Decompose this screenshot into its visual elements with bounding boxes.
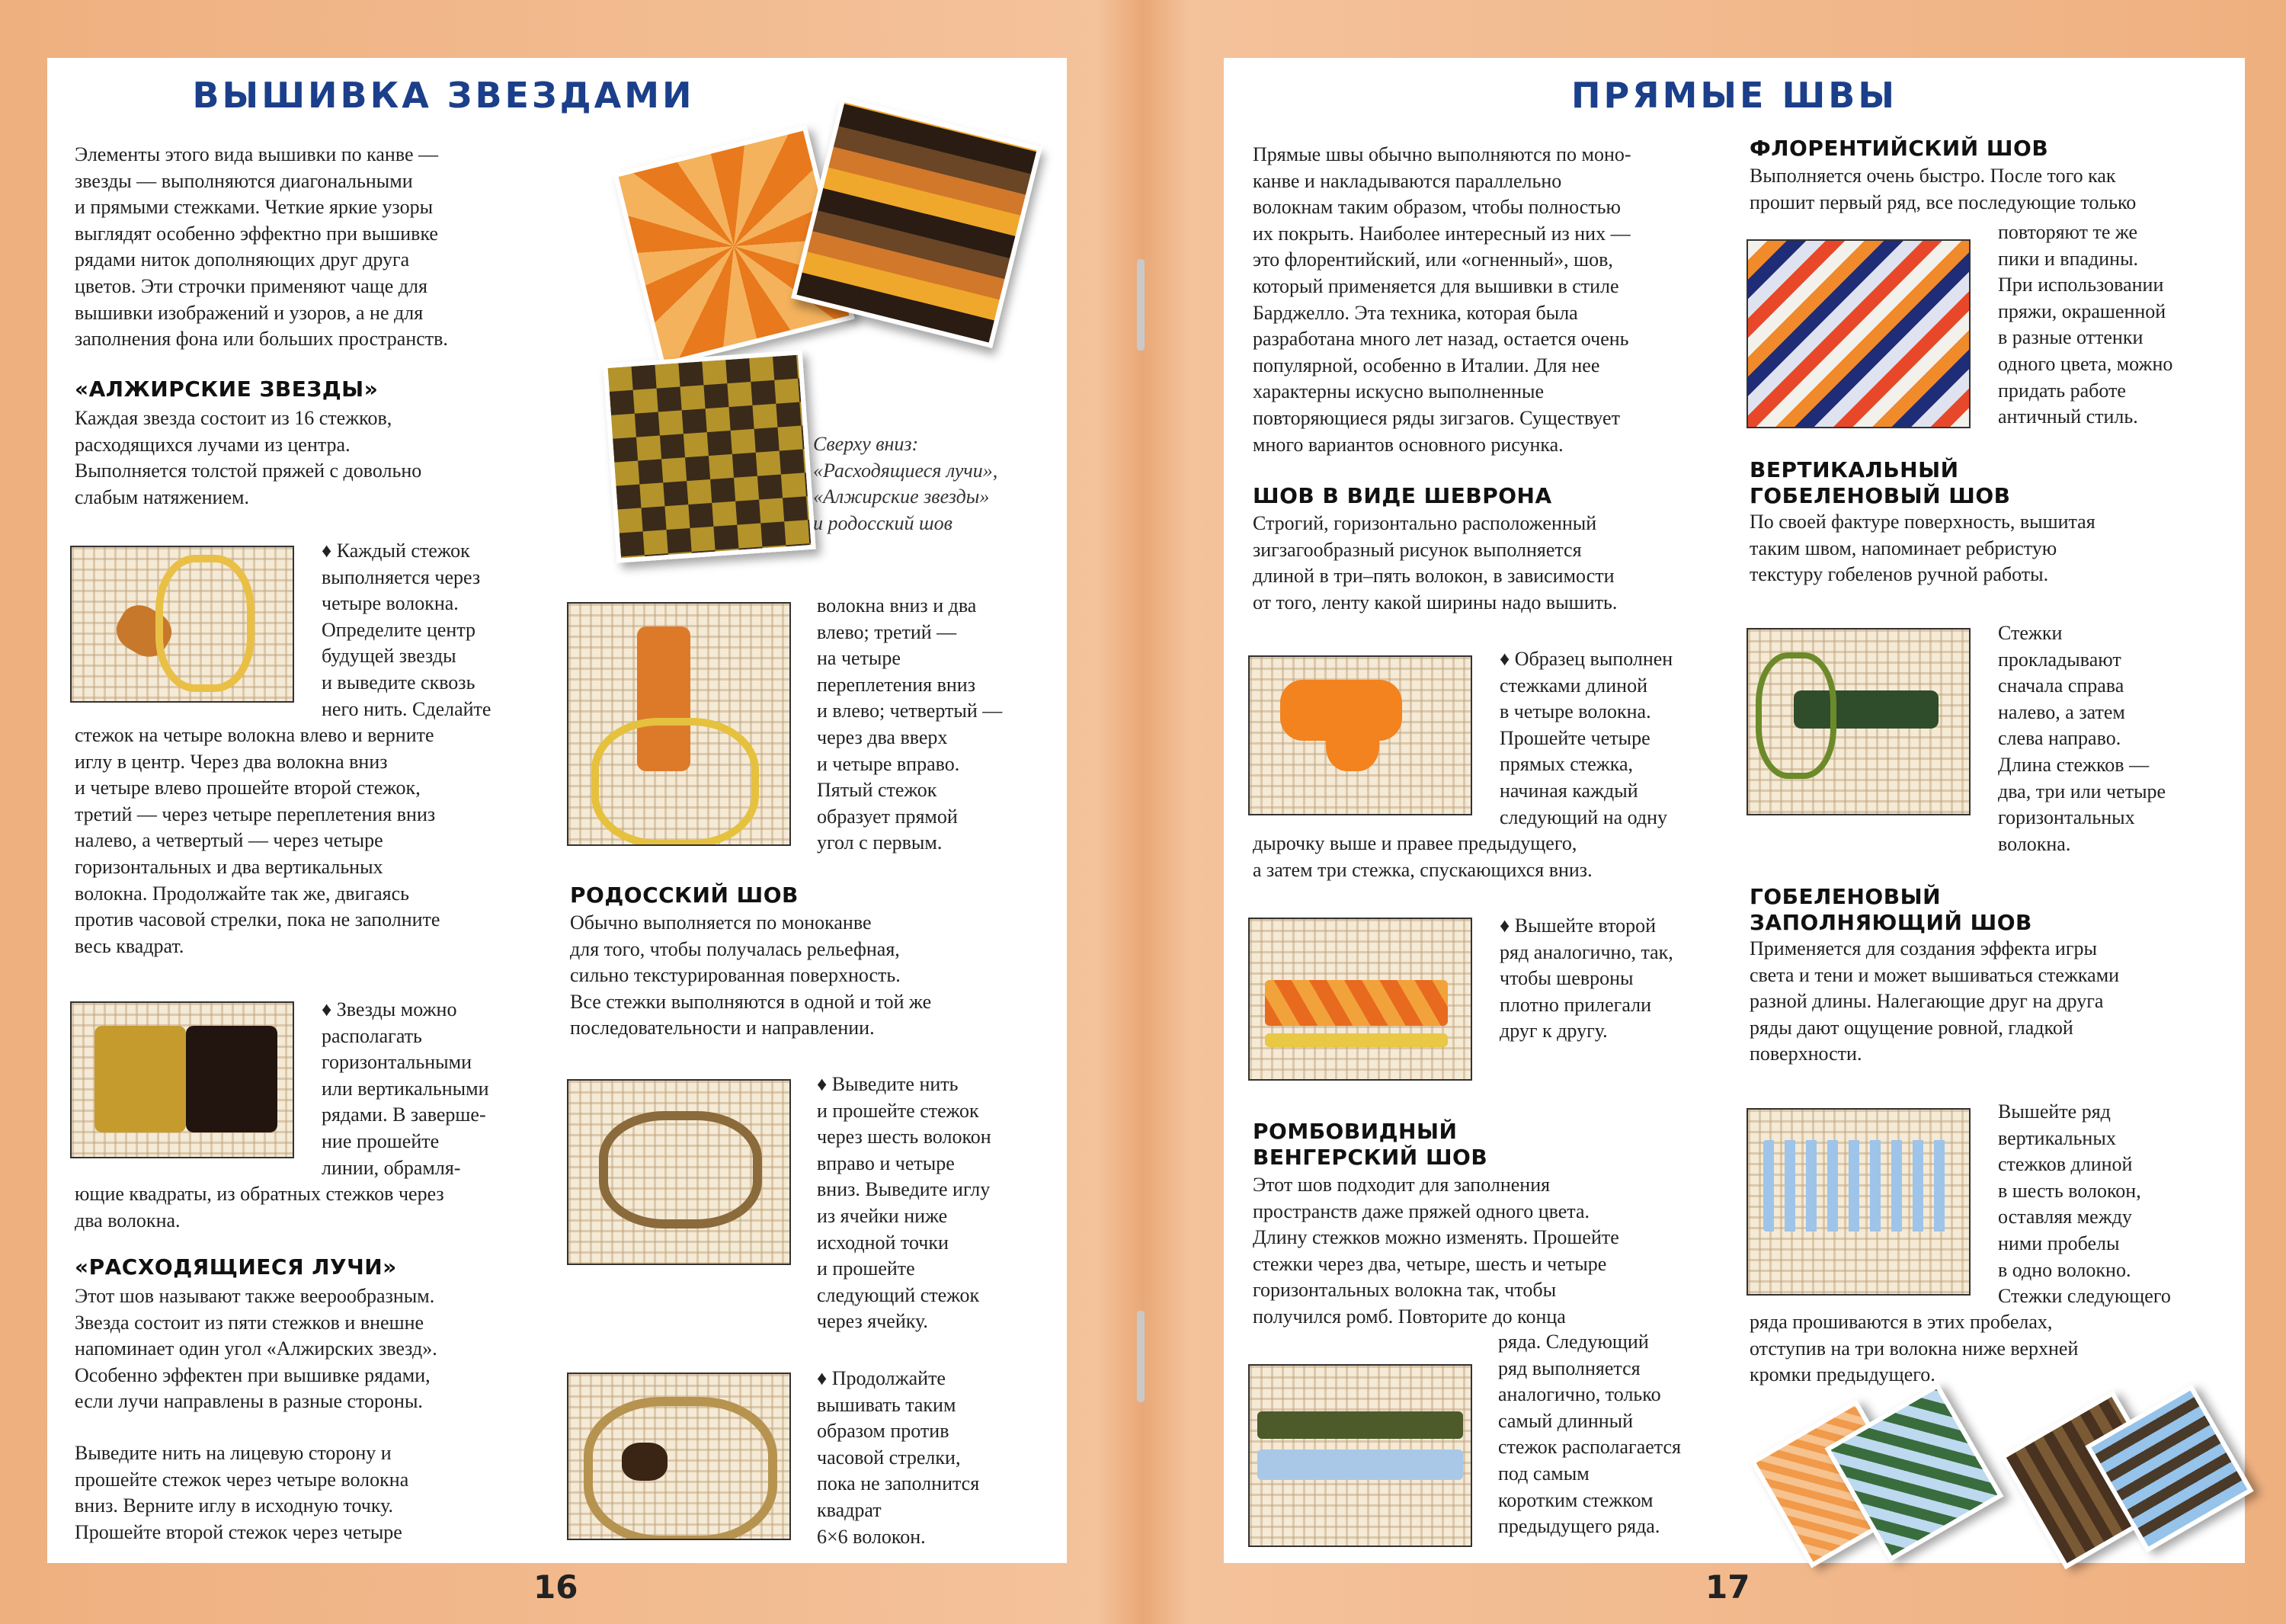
chevron-step2-text: ♦ Вышейте второй ряд аналогично, так, чтобы шевроны плотно прилегали друг к другу.	[1500, 915, 1673, 1043]
rhodes-step2-text: ♦ Продолжайте вышивать таким образом против часовой стрелки, пока не заполнится квадрат 6×6 волокон.	[817, 1367, 980, 1548]
algerian-stars-heading: «АЛЖИРСКИЕ ЗВЕЗДЫ»	[75, 376, 379, 402]
photo-chevron-step2	[1248, 918, 1472, 1081]
chevron-step1-cont: дырочку выше и правее предыдущего, а затем три стежка, спускающихся вниз.	[1253, 832, 1593, 881]
staple-top	[1137, 259, 1145, 351]
page-number-right: 17	[1705, 1568, 1750, 1606]
algerian-step2-text: ♦ Звезды можно располагать горизонтальными или вертикальными рядами. В заверше- ние прошейте линии, обрамля-	[322, 998, 489, 1179]
page-title: ПРЯМЫЕ ШВЫ	[1570, 75, 1898, 116]
photo-algerian-step2	[70, 1001, 294, 1158]
right-page	[1224, 58, 2245, 1563]
gobelin-filling-cont: ряда прошиваются в этих пробелах, отступив на три волокна ниже верхней кромки предыдущего.	[1750, 1311, 2079, 1386]
hungarian-cont: ряда. Следующий ряд выполняется аналогично, только самый длинный стежок располагается под самым коротким стежком предыдущего ряда.	[1498, 1331, 1681, 1538]
algerian-step2-cont: ющие квадраты, из обратных стежков через два волокна.	[75, 1183, 444, 1232]
rhodes-text: Обычно выполняется по моноканве для того, чтобы получалась рельефная, сильно текстурированная поверхность. Все стежки выполняются в одной и той же последовательности и направлении.	[570, 911, 932, 1039]
photo-rhodes-step2	[567, 1373, 791, 1540]
gobelin-filling-text: Применяется для создания эффекта игры света и тени и может вышиваться стежками разной длины. Налегающие друг на друга ряды дают ощущение ровной, гладкой поверхности.	[1750, 937, 2120, 1065]
rhodes-step1-text: ♦ Выведите нить и прошейте стежок через шесть волокон вправо и четыре вниз. Выведите иглу из ячейки ниже исходной точки и прошейте следующий стежок через ячейку.	[817, 1073, 991, 1333]
photo-rays-step	[567, 602, 791, 846]
hungarian-heading: РОМБОВИДНЫЙ ВЕНГЕРСКИЙ ШОВ	[1253, 1119, 1488, 1170]
staple-bottom	[1137, 1311, 1145, 1402]
radiating-rays-text: Этот шов называют также веерообразным. Звезда состоит из пяти стежков и внешне напоминает один угол «Алжирских звезд». Особенно эффектен при вышивке рядами, если лучи направлены в разные стороны.	[75, 1285, 437, 1413]
hungarian-text: Этот шов подходит для заполнения пространств даже пряжей одного цвета. Длину стежков можно изменять. Прошейте стежки через два, четыре, шесть и четыре горизонтальных волокна так, чтобы получился ромб. Повторите до конца	[1253, 1174, 1619, 1328]
florentine-text: Выполняется очень быстро. После того как прошит первый ряд, все последующие только	[1750, 165, 2137, 213]
algerian-step1-text: ♦ Каждый стежок выполняется через четыре волокна. Определите центр будущей звезды и выведите сквозь него нить. Сделайте	[322, 540, 491, 720]
chevron-text: Строгий, горизонтально расположенный зигзагообразный рисунок выполняется длиной в три–пять волокон, в зависимости от того, ленту какой ширины надо вышить.	[1253, 512, 1618, 613]
photo-gobelin-filling	[1747, 1108, 1971, 1296]
algerian-stars-text: Каждая звезда состоит из 16 стежков, расходящихся лучами из центра. Выполняется толстой пряжей с довольно слабым натяжением.	[75, 407, 422, 508]
photo-algerian-step1	[70, 546, 294, 703]
florentine-heading: ФЛОРЕНТИЙСКИЙ ШОВ	[1750, 136, 2049, 161]
photo-hungarian-step	[1248, 1364, 1472, 1547]
photo-rhodes-step1	[567, 1079, 791, 1265]
vertical-gobelin-text: По своей фактуре поверхность, вышитая таким швом, напоминает ребристую текстуру гобеленов ручной работы.	[1750, 511, 2096, 586]
intro-text: Элементы этого вида вышивки по канве — звезды — выполняются диагональными и прямыми стежками. Четкие яркие узоры выглядят особенно эффектно при вышивке рядами ниток дополняющих друг друга цветов. Эти строчки применяют чаще для вышивки изображений и узоров, а не для заполнения фона или больших пространств.	[75, 143, 448, 351]
photo-chevron-step1	[1248, 655, 1472, 815]
left-page	[47, 58, 1067, 1563]
gobelin-filling-step: Вышейте ряд вертикальных стежков длиной в шесть волокон, оставляя между ними пробелы в одно волокно. Стежки следующего	[1998, 1100, 2171, 1308]
vertical-gobelin-heading: ВЕРТИКАЛЬНЫЙ ГОБЕЛЕНОВЫЙ ШОВ	[1750, 457, 2011, 508]
radiating-rays-cont: волокна вниз и два влево; третий — на четыре переплетения вниз и влево; четвертый — через два вверх и четыре вправо. Пятый стежок образует прямой угол с первым.	[817, 594, 1003, 854]
page-number-left: 16	[533, 1568, 578, 1606]
chevron-step1-text: ♦ Образец выполнен стежками длиной в четыре волокна. Прошейте четыре прямых стежка, начиная каждый следующий на одну	[1500, 648, 1673, 828]
radiating-rays-heading: «РАСХОДЯЩИЕСЯ ЛУЧИ»	[75, 1254, 397, 1280]
algerian-step1-cont: стежок на четыре волокна влево и верните иглу в центр. Через два волокна вниз и четыре влево прошейте второй стежок, третий — через четыре переплетения вниз налево, а четвертый — через четыре горизонтальных и два вертикальных волокна. Продолжайте так же, двигаясь против часовой стрелки, пока не заполните весь квадрат.	[75, 724, 440, 957]
vertical-gobelin-step: Стежки прокладывают сначала справа налево, а затем слева направо. Длина стежков — два, три или четыре горизонтальных волокна.	[1998, 622, 2166, 855]
photo-caption: Сверху вниз: «Расходящиеся лучи», «Алжирские звезды» и родосский шов	[813, 433, 998, 534]
intro-text: Прямые швы обычно выполняются по моно- канве и накладываются параллельно волокнам таким образом, чтобы полностью их покрыть. Наиболее интересный из них — это флорентийский, или «огненный», шов, который применяется для вышивки в стиле Барджелло. Эта техника, которая была разработана много лет назад, остается очень популярной, особенно в Италии. Для нее характерны искусно выполненные повторяющиеся ряды зигзагов. Существует много вариантов основного рисунка.	[1253, 143, 1631, 456]
page-title: ВЫШИВКА ЗВЕЗДАМИ	[192, 75, 695, 116]
rhodes-heading: РОДОССКИЙ ШОВ	[570, 882, 799, 908]
photo-florentine	[1747, 239, 1971, 428]
chevron-heading: ШОВ В ВИДЕ ШЕВРОНА	[1253, 483, 1552, 508]
florentine-cont: повторяют те же пики и впадины. При использовании пряжи, окрашенной в разные оттенки одного цвета, можно придать работе античный стиль.	[1998, 221, 2173, 428]
radiating-rays-text2: Выведите нить на лицевую сторону и прошейте стежок через четыре волокна вниз. Верните иглу в исходную точку. Прошейте второй стежок через четыре	[75, 1442, 409, 1543]
gobelin-filling-heading: ГОБЕЛЕНОВЫЙ ЗАПОЛНЯЮЩИЙ ШОВ	[1750, 884, 2032, 935]
photo-vertical-gobelin	[1747, 628, 1971, 815]
swatch-rhodes-stitch	[603, 350, 816, 563]
